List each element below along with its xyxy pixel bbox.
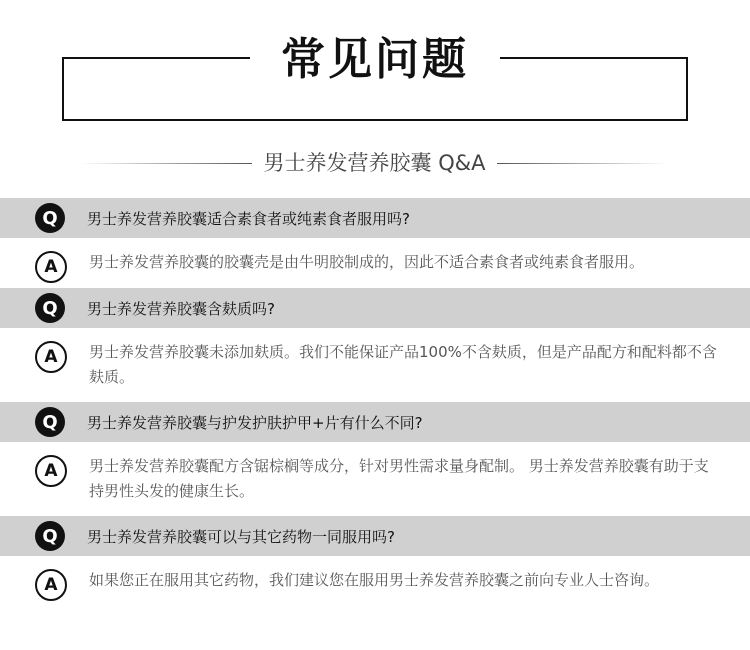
subtitle-divider-right xyxy=(497,163,669,164)
question-badge-icon: Q xyxy=(35,521,65,551)
answer-row xyxy=(0,442,750,516)
question-row xyxy=(0,516,750,556)
answer-text: 男士养发营养胶囊未添加麸质。我们不能保证产品100%不含麸质，但是产品配方和配料都不含麸质。 xyxy=(89,343,717,386)
answer-badge-icon: A xyxy=(35,569,67,601)
subtitle-divider-left xyxy=(80,163,252,164)
answer-badge-icon: A xyxy=(35,455,67,487)
subtitle-row xyxy=(0,145,750,181)
question-badge-icon: Q xyxy=(35,203,65,233)
answer-text: 如果您正在服用其它药物，我们建议您在服用男士养发营养胶囊之前向专业人士咨询。 xyxy=(89,571,660,589)
answer-row xyxy=(0,328,750,402)
answer-text: 男士养发营养胶囊的胶囊壳是由牛明胶制成的，因此不适合素食者或纯素食者服用。 xyxy=(89,253,645,271)
question-row xyxy=(0,402,750,442)
question-row xyxy=(0,198,750,238)
question-badge-icon: Q xyxy=(35,407,65,437)
page-subtitle: 男士养发营养胶囊 Q&A xyxy=(263,151,486,175)
question-badge-icon: Q xyxy=(35,293,65,323)
answer-row xyxy=(0,556,750,608)
question-text: 男士养发营养胶囊可以与其它药物一同服用吗? xyxy=(87,527,395,546)
answer-badge-icon: A xyxy=(35,251,67,283)
question-row xyxy=(0,288,750,328)
answer-row xyxy=(0,238,750,288)
page-title: 常见问题 xyxy=(281,34,469,85)
answer-badge-icon: A xyxy=(35,341,67,373)
qa-list xyxy=(0,198,750,608)
answer-text: 男士养发营养胶囊配方含锯棕榈等成分，针对男性需求量身配制。 男士养发营养胶囊有助于支持男性头发的健康生长。 xyxy=(89,457,709,500)
question-text: 男士养发营养胶囊与护发护肤护甲+片有什么不同? xyxy=(87,413,423,432)
question-text: 男士养发营养胶囊含麸质吗? xyxy=(87,299,275,318)
question-text: 男士养发营养胶囊适合素食者或纯素食者服用吗? xyxy=(87,209,410,228)
